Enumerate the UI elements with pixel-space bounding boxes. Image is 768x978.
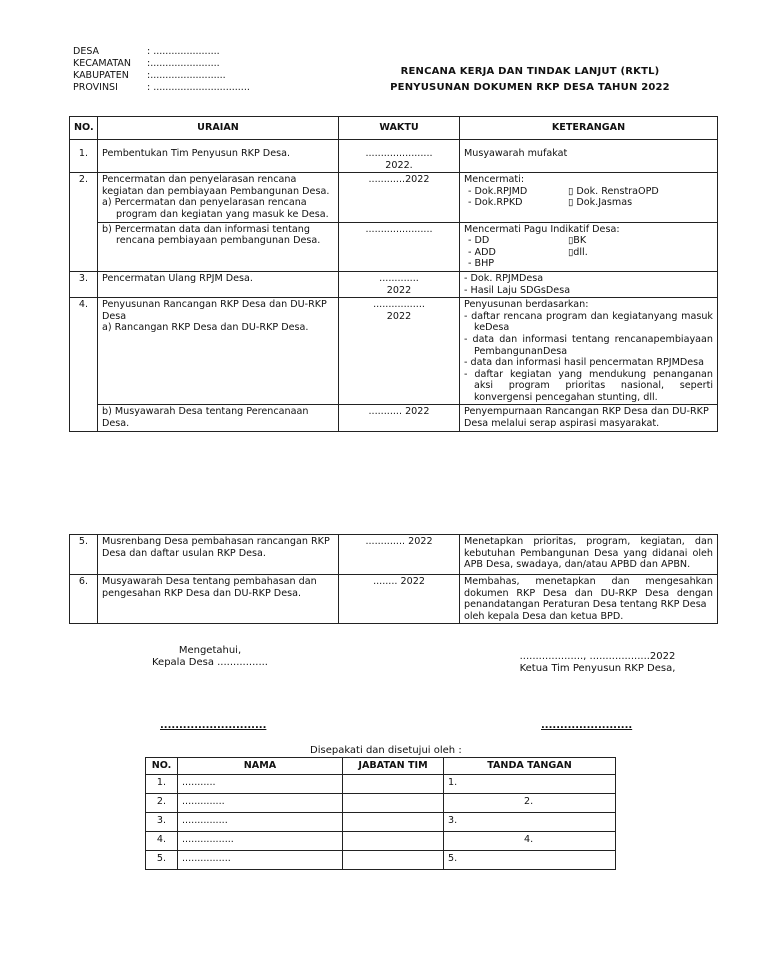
field-provinsi <box>73 82 250 94</box>
cell-keterangan <box>460 575 718 624</box>
signature-left <box>140 645 280 669</box>
field-kecamatan <box>73 58 220 70</box>
column-header-keterangan: KETERANGAN <box>460 117 718 140</box>
cell-no: 6. <box>70 575 98 624</box>
ket-item: - Dok.RPJMD <box>468 185 528 197</box>
cell-uraian: Pembentukan Tim Penyusun RKP Desa. <box>98 140 339 173</box>
cell-uraian: b) Musyawarah Desa tentang Perencanaan Desa. <box>98 405 339 431</box>
cell-no: 5. <box>70 535 98 575</box>
field-value: : ................................ <box>147 82 250 93</box>
ket-item: - daftar rencana program dan kegiatanyang masuk keDesa <box>464 310 713 334</box>
kepala-desa-label: Kepala Desa ................ <box>151 657 268 668</box>
cell-waktu <box>339 298 460 405</box>
sig-nama[interactable]: ........... <box>178 775 343 794</box>
sig-nama[interactable]: ................ <box>178 851 343 870</box>
cell-uraian <box>98 173 339 222</box>
cell-keterangan <box>460 271 718 297</box>
cell-uraian: Musyawarah Desa tentang pembahasan dan pengesahan RKP Desa dan DU-RKP Desa. <box>98 575 339 624</box>
ket-title: Penyusunan berdasarkan: <box>464 299 589 311</box>
sig-column-ttd: TANDA TANGAN <box>444 758 616 775</box>
column-header-waktu: WAKTU <box>339 117 460 140</box>
ket-item: ▯BK <box>568 235 587 247</box>
ket-item: - BHP <box>468 258 495 270</box>
ket-title: Mencermati: <box>464 174 525 186</box>
table-row <box>70 173 718 222</box>
cell-waktu: ............. 2022 <box>339 535 460 575</box>
sig-header-row <box>146 758 616 775</box>
sig-no: 3. <box>146 813 178 832</box>
agreed-label: Disepakati dan disetujui oleh : <box>310 745 462 756</box>
cell-waktu: ........ 2022 <box>339 575 460 624</box>
field-desa <box>73 46 220 58</box>
sig-no: 2. <box>146 794 178 813</box>
table-row <box>146 813 616 832</box>
ket-item: - Dok. RPJMDesa <box>464 272 544 284</box>
field-kabupaten <box>73 70 226 82</box>
sig-ttd[interactable]: 3. <box>444 813 616 832</box>
sig-no: 4. <box>146 832 178 851</box>
cell-keterangan <box>460 298 718 405</box>
table-row <box>70 140 718 173</box>
signature-table <box>145 757 616 870</box>
column-header-no: NO. <box>70 117 98 140</box>
ket-item: - Dok.RPKD <box>468 197 523 209</box>
waktu-dots: ............. <box>379 272 419 284</box>
cell-waktu <box>339 140 460 173</box>
uraian-sub-a: a) Rancangan RKP Desa dan DU-RKP Desa. <box>102 322 309 334</box>
table-row <box>146 851 616 870</box>
sig-jabatan[interactable] <box>343 813 444 832</box>
ket-item: - daftar kegiatan yang mendukung penanganan aksi program prioritas nasional, seperti konvergensi pencegahan stunting, dll. <box>464 368 713 403</box>
field-label: KECAMATAN <box>73 58 131 69</box>
ket-text: Membahas, menetapkan dan mengesahkan dokumen RKP Desa dan DU-RKP Desa dengan penandatangan Peraturan Desa tentang RKP Desa <box>464 576 713 611</box>
cell-no: 3. <box>70 271 98 297</box>
sig-jabatan[interactable] <box>343 851 444 870</box>
cell-no: 1. <box>70 140 98 173</box>
sig-column-jabatan: JABATAN TIM <box>343 758 444 775</box>
cell-uraian: Musrenbang Desa pembahasan rancangan RKP Desa dan daftar usulan RKP Desa. <box>98 535 339 575</box>
ket-item: - data dan informasi hasil pencermatan RPJMDesa <box>464 357 705 369</box>
column-header-uraian: URAIAN <box>98 117 339 140</box>
sig-ttd[interactable]: 4. <box>444 832 616 851</box>
field-label: DESA <box>73 46 100 57</box>
ket-line <box>464 197 713 209</box>
ket-item: ▯ Dok.Jasmas <box>568 197 633 209</box>
sig-ttd[interactable]: 2. <box>444 794 616 813</box>
cell-waktu: ............2022 <box>339 173 460 222</box>
waktu-dots: ................. <box>373 299 425 311</box>
cell-no: 4. <box>70 298 98 432</box>
waktu-dots: ...................... <box>365 148 433 159</box>
cell-waktu: ...................... <box>339 222 460 271</box>
ket-text: oleh kepala Desa dan ketua BPD. <box>464 610 624 622</box>
table-row <box>70 298 718 405</box>
table-row <box>146 832 616 851</box>
cell-no: 2. <box>70 173 98 272</box>
ket-line <box>464 186 713 198</box>
ket-line <box>464 235 713 247</box>
field-value: :......................... <box>147 70 226 81</box>
right-signer-name: ........................ <box>541 720 633 731</box>
cell-waktu: ........... 2022 <box>339 405 460 431</box>
uraian-text: Penyusunan Rancangan RKP Desa dan DU-RKP Desa <box>102 299 327 322</box>
sig-column-no: NO. <box>146 758 178 775</box>
ket-item: - ADD <box>468 246 496 258</box>
uraian-text: Pencermatan dan penyelarasan rencana kegiatan dan pembiayaan Pembangunan Desa. <box>102 174 330 197</box>
sig-column-nama: NAMA <box>178 758 343 775</box>
cell-uraian <box>98 222 339 271</box>
table-header-row <box>70 117 718 140</box>
cell-uraian: Pencermatan Ulang RPJM Desa. <box>98 271 339 297</box>
waktu-year: 2022 <box>386 284 412 296</box>
field-value: :....................... <box>147 58 220 69</box>
uraian-sub-a: a) Percermatan dan penyelarasan rencana program dan kegiatan yang masuk ke Desa. <box>102 197 329 220</box>
document-title-line1: RENCANA KERJA DAN TINDAK LANJUT (RKTL) <box>400 66 660 77</box>
ket-title: Mencermati Pagu Indikatif Desa: <box>464 223 620 235</box>
ket-item: - DD <box>468 235 490 247</box>
date-line: ...................., ...................2022 <box>519 651 676 662</box>
cell-waktu <box>339 271 460 297</box>
table-row <box>70 535 718 575</box>
rktl-table <box>69 116 718 432</box>
field-label: PROVINSI <box>73 82 118 93</box>
sig-jabatan[interactable] <box>343 775 444 794</box>
ket-item: ▯ Dok. RenstraOPD <box>568 185 659 197</box>
ket-line <box>464 247 713 259</box>
sig-nama[interactable]: ............... <box>178 813 343 832</box>
document-title-line2: PENYUSUNAN DOKUMEN RKP DESA TAHUN 2022 <box>390 82 670 93</box>
sig-no: 5. <box>146 851 178 870</box>
table-row <box>70 405 718 431</box>
sig-ttd[interactable]: 5. <box>444 851 616 870</box>
field-value: : ...................... <box>147 46 220 57</box>
sig-no: 1. <box>146 775 178 794</box>
table-row <box>70 222 718 271</box>
ket-item: - Hasil Laju SDGsDesa <box>464 284 571 296</box>
table-row <box>70 271 718 297</box>
ketua-tim-label: Ketua Tim Penyusun RKP Desa, <box>519 663 676 674</box>
waktu-year: 2022 <box>386 310 412 322</box>
table-row <box>146 794 616 813</box>
sig-jabatan[interactable] <box>343 794 444 813</box>
ket-item: ▯dll. <box>568 246 588 258</box>
cell-uraian <box>98 298 339 405</box>
sig-ttd[interactable]: 1. <box>444 775 616 794</box>
cell-keterangan <box>460 222 718 271</box>
waktu-year: 2022. <box>385 159 413 171</box>
uraian-sub-b: b) Percermatan data dan informasi tentang rencana pembiayaan pembangunan Desa. <box>102 223 321 247</box>
signature-right <box>505 651 690 675</box>
sig-nama[interactable]: .............. <box>178 794 343 813</box>
mengetahui-label: Mengetahui, <box>178 645 242 656</box>
cell-keterangan: Penyempurnaan Rancangan RKP Desa dan DU-RKP Desa melalui serap aspirasi masyarakat. <box>460 405 718 431</box>
sig-nama[interactable]: ................. <box>178 832 343 851</box>
sig-jabatan[interactable] <box>343 832 444 851</box>
cell-keterangan: Musyawarah mufakat <box>460 140 718 173</box>
table-row <box>70 575 718 624</box>
rktl-table-continued <box>69 534 718 624</box>
left-signer-name: ............................ <box>160 720 267 731</box>
cell-keterangan: Menetapkan prioritas, program, kegiatan, dan kebutuhan Pembangunan Desa yang didanai oleh APB Desa, swadaya, dan/atau APBD dan APBN. <box>460 535 718 575</box>
field-label: KABUPATEN <box>73 70 129 81</box>
table-row <box>146 775 616 794</box>
cell-keterangan <box>460 173 718 222</box>
ket-item: - data dan informasi tentang rencanapembiayaan PembangunanDesa <box>464 333 713 357</box>
